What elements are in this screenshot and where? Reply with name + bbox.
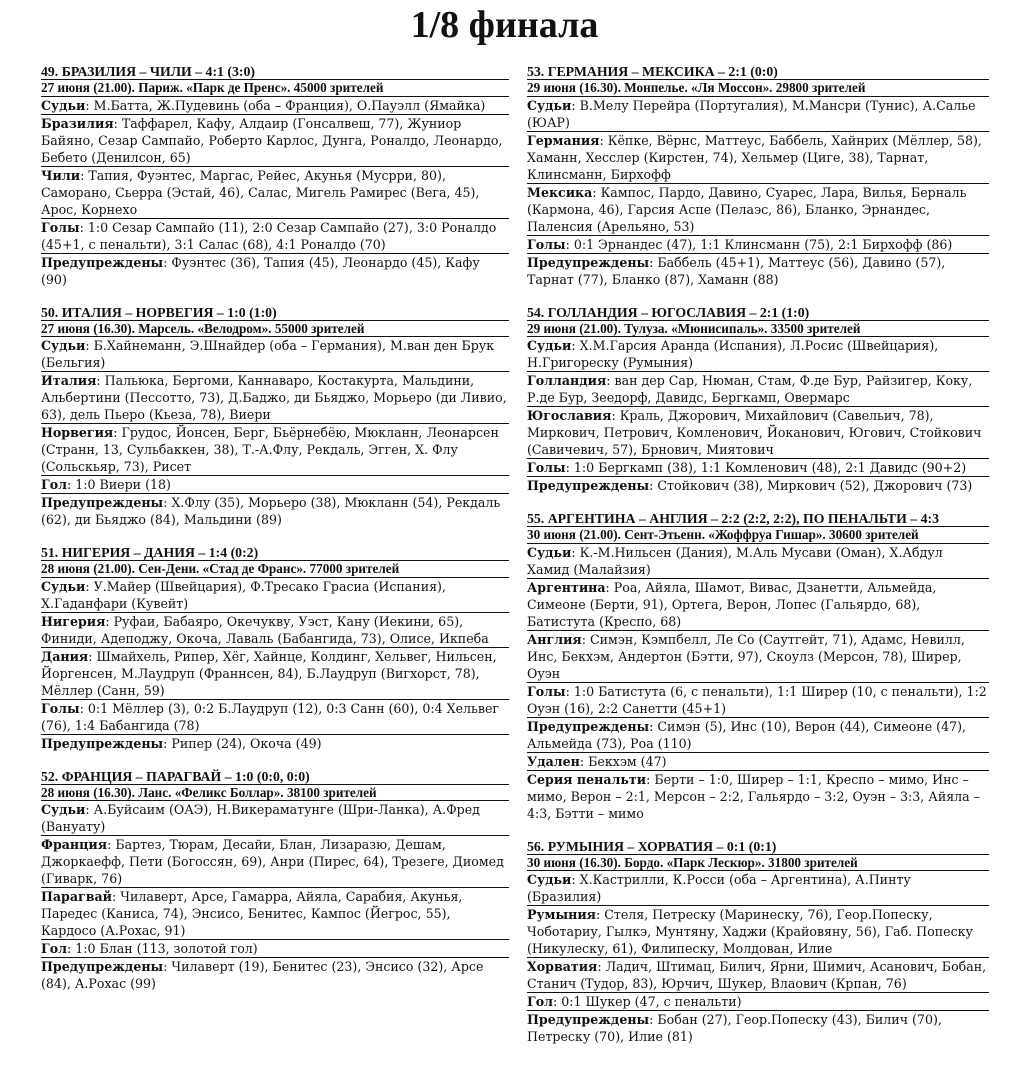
referees-row xyxy=(41,336,509,371)
match-venue: 27 июня (16.30). Марсель. «Велодром». 55000 зрителей xyxy=(41,320,365,336)
row-text: 1:0 Бергкамп (38), 1:1 Комленович (48), 2:1 Давидс (90+2) xyxy=(573,460,967,475)
row-text: Бартез, Тюрам, Десайи, Блан, Лизаразю, Дешам, Джоркаефф, Пети (Богоссян, 69), Анри (Пирес, 64), Трезеге, Диомед (Гиварк, 76) xyxy=(41,837,504,886)
team1-lineup-row xyxy=(41,114,509,166)
match-header: 55. АРГЕНТИНА – АНГЛИЯ – 2:2 (2:2, 2:2), ПО ПЕНАЛЬТИ – 4:3 xyxy=(527,511,989,527)
match-56 xyxy=(527,839,989,1046)
referees-row xyxy=(527,96,989,131)
row-label: Предупреждены : xyxy=(41,736,171,751)
goals-row xyxy=(527,682,989,717)
row-label: Германия : xyxy=(527,133,608,148)
row-label: Голы : xyxy=(41,220,88,235)
row-text: Х.М.Гарсия Аранда (Испания), Л.Росис (Швейцария), Н.Григореску (Румыния) xyxy=(527,338,939,370)
row-label: Предупреждены : xyxy=(527,478,657,493)
team2-lineup-row xyxy=(41,423,509,475)
row-label: Судьи : xyxy=(41,338,94,353)
row-text: Кампос, Пардо, Давино, Суарес, Лара, Вилья, Берналь (Кармона, 46), Гарсия Аспе (Пелаэс, 86), Бланко, Эрнандес, Паленсия (Арельяно, 53) xyxy=(527,184,967,234)
row-text: В.Мелу Перейра (Португалия), М.Мансри (Тунис), А.Салье (ЮАР) xyxy=(527,97,976,130)
row-text: ван дер Сар, Нюман, Стам, Ф.де Бур, Райзигер, Коку, Р.де Бур, Зеедорф, Давидс, Бергкамп, Овермарс xyxy=(527,373,973,405)
penalty-shootout-row xyxy=(527,770,989,822)
match-49 xyxy=(41,64,509,288)
referees-row xyxy=(527,870,989,905)
row-label: Бразилия : xyxy=(41,116,122,131)
row-text: Х.Флу (35), Морьеро (38), Мюкланн (54), Рекдаль (62), ди Бьяджо (84), Мальдини (89) xyxy=(41,495,501,527)
team2-lineup-row xyxy=(41,647,509,699)
page-title: 1/8 финала xyxy=(410,4,599,46)
row-label: Чили : xyxy=(41,168,88,183)
row-text: Ладич, Штимац, Билич, Ярни, Шимич, Асанович, Бобан, Станич (Тудор, 83), Юрчич, Шукер, Влаович (Крпан, 76) xyxy=(527,959,987,991)
match-header: 49. БРАЗИЛИЯ – ЧИЛИ – 4:1 (3:0) xyxy=(41,64,509,80)
row-label: Судьи : xyxy=(41,802,94,817)
goals-row xyxy=(527,458,989,476)
row-text: Роа, Айяла, Шамот, Вивас, Дзанетти, Альмейда, Симеоне (Берти, 91), Ортега, Верон, Лопес (Гальярдо, 68), Батистута (Креспо, 68) xyxy=(527,579,937,629)
row-label: Голы : xyxy=(41,701,88,716)
row-text: 1:0 Батистута (6, с пенальти), 1:1 Ширер (10, с пенальти), 1:2 Оуэн (16), 2:2 Санетти (45+1) xyxy=(527,683,987,716)
match-venue: 29 июня (21.00). Тулуза. «Мюнисипаль». 33500 зрителей xyxy=(527,320,861,336)
row-text: Баббель (45+1), Маттеус (56), Давино (57), Тарнат (77), Бланко (87), Хаманн (88) xyxy=(527,254,946,287)
row-label: Румыния : xyxy=(527,907,604,922)
row-label: Голландия : xyxy=(527,373,615,388)
team2-lineup-row xyxy=(527,630,989,682)
row-label: Судьи : xyxy=(41,579,94,594)
row-label: Англия : xyxy=(527,632,590,647)
team2-lineup-row xyxy=(41,166,509,218)
bookings-row xyxy=(41,734,509,752)
bookings-row xyxy=(41,493,509,528)
row-label: Судьи : xyxy=(41,98,94,113)
row-text: 1:0 Виери (18) xyxy=(75,477,171,492)
goals-row xyxy=(41,699,509,734)
row-label: Норвегия : xyxy=(41,425,121,440)
row-label: Голы : xyxy=(527,237,574,252)
row-label: Мексика : xyxy=(527,185,601,200)
goals-row xyxy=(41,475,509,493)
row-label: Гол : xyxy=(41,941,75,956)
goals-row xyxy=(41,218,509,253)
row-text: Кёпке, Вёрнс, Маттеус, Баббель, Хайнрих (Мёллер, 58), Хаманн, Хесслер (Кирстен, 74), Хельмер (Циге, 38), Тарнат, Клинсманн, Бирхофф xyxy=(527,132,982,182)
row-label: Хорватия : xyxy=(527,959,606,974)
referees-row xyxy=(41,577,509,612)
team1-lineup-row xyxy=(527,131,989,183)
row-text: Б.Хайнеманн, Э.Шнайдер (оба – Германия), М.ван ден Брук (Бельгия) xyxy=(41,338,495,370)
row-text: Берти – 1:0, Ширер – 1:1, Креспо – мимо, Инс – мимо, Верон – 2:1, Мерсон – 2:2, Гальярдо – 3:2, Оуэн – 3:3, Айяла – 4:3, Бэтти – мимо xyxy=(527,771,980,821)
row-label: Предупреждены : xyxy=(527,255,657,270)
match-55 xyxy=(527,511,989,822)
match-venue: 30 июня (21.00). Сент-Этьенн. «Жоффруа Гишар». 30600 зрителей xyxy=(527,527,919,542)
row-label: Дания : xyxy=(41,649,96,664)
referees-row xyxy=(41,800,509,835)
row-text: Шмайхель, Рипер, Хёг, Хайнце, Колдинг, Хельвег, Нильсен, Йоргенсен, М.Лаудруп (Франнсен, 84), Б.Лаудруп (Вигхорст, 78), Мёллер (Санн, 59) xyxy=(41,648,497,698)
row-text: 0:1 Шукер (47, с пенальти) xyxy=(561,994,742,1009)
row-text: 1:0 Блан (113, золотой гол) xyxy=(75,941,258,956)
row-label: Предупреждены : xyxy=(527,719,657,734)
row-label: Удален : xyxy=(527,754,588,769)
row-text: А.Буйсаим (ОАЭ), Н.Викераматунге (Шри-Ланка), А.Фред (Вануату) xyxy=(41,802,480,834)
referees-row xyxy=(527,543,989,578)
bookings-row xyxy=(527,717,989,752)
row-text: 0:1 Эрнандес (47), 1:1 Клинсманн (75), 2:1 Бирхофф (86) xyxy=(573,236,953,252)
row-label: Италия : xyxy=(41,373,105,388)
row-label: Голы : xyxy=(527,684,574,699)
goals-row xyxy=(41,939,509,957)
team2-lineup-row xyxy=(41,887,509,939)
match-header: 50. ИТАЛИЯ – НОРВЕГИЯ – 1:0 (1:0) xyxy=(41,305,509,321)
goals-row xyxy=(527,235,989,253)
row-text: Таффарел, Кафу, Алдаир (Гонсалвеш, 77), Жуниор Байяно, Сезар Сампайо, Роберто Карлос, Дунга, Роналдо, Леонардо, Бебето (Денилсон, 65) xyxy=(41,115,503,165)
row-label: Аргентина : xyxy=(527,580,614,595)
team2-lineup-row xyxy=(527,406,989,458)
team2-lineup-row xyxy=(527,183,989,235)
row-label: Судьи : xyxy=(527,872,580,887)
match-51 xyxy=(41,545,509,752)
row-label: Югославия : xyxy=(527,408,620,423)
right-column xyxy=(527,64,989,1062)
row-text: Чилаверт (19), Бенитес (23), Энсисо (32), Арсе (84), А.Рохас (99) xyxy=(41,959,484,991)
match-venue: 28 июня (16.30). Ланс. «Феликс Боллар». 38100 зрителей xyxy=(41,784,377,800)
match-52 xyxy=(41,769,509,993)
row-label: Предупреждены : xyxy=(41,495,171,510)
match-header: 56. РУМЫНИЯ – ХОРВАТИЯ – 0:1 (0:1) xyxy=(527,839,989,855)
row-text: Тапия, Фуэнтес, Маргас, Рейес, Акунья (Мусрри, 80), Саморано, Сьерра (Эстай, 46), Салас, Мигель Рамирес (Вега, 45), Арос, Корнехо xyxy=(41,167,480,217)
team1-lineup-row xyxy=(41,612,509,647)
match-header: 53. ГЕРМАНИЯ – МЕКСИКА – 2:1 (0:0) xyxy=(527,64,989,80)
row-text: Стойкович (38), Миркович (52), Джорович (73) xyxy=(657,478,973,493)
row-text: К.-М.Нильсен (Дания), М.Аль Мусави (Оман), Х.Абдул Хамид (Малайзия) xyxy=(527,544,943,577)
row-text: 0:1 Мёллер (3), 0:2 Б.Лаудруп (12), 0:3 Санн (60), 0:4 Хельвег (76), 1:4 Бабангида (78) xyxy=(41,700,500,733)
match-header: 54. ГОЛЛАНДИЯ – ЮГОСЛАВИЯ – 2:1 (1:0) xyxy=(527,305,989,321)
row-text: Симэн (5), Инс (10), Верон (44), Симеоне (47), Альмейда (73), Роа (110) xyxy=(527,718,967,751)
goals-row xyxy=(527,992,989,1010)
row-label: Судьи : xyxy=(527,98,580,113)
match-header: 51. НИГЕРИЯ – ДАНИЯ – 1:4 (0:2) xyxy=(41,545,509,561)
match-50 xyxy=(41,305,509,529)
row-label: Нигерия : xyxy=(41,614,114,629)
match-header: 52. ФРАНЦИЯ – ПАРАГВАЙ – 1:0 (0:0, 0:0) xyxy=(41,769,509,785)
row-text: Пальюка, Бергоми, Каннаваро, Костакурта, Мальдини, Альбертини (Пессотто, 73), Д.Баджо, ди Бьяджо, Морьеро (ди Ливио, 63), дель Пьеро (Кьеза, 78), Виери xyxy=(41,373,507,422)
row-text: Рипер (24), Окоча (49) xyxy=(171,735,322,751)
row-label: Парагвай : xyxy=(41,889,120,904)
match-venue: 28 июня (21.00). Сен-Дени. «Стад де Франс». 77000 зрителей xyxy=(41,561,400,576)
row-text: Грудос, Йонсен, Берг, Бьёрнебёю, Мюкланн, Леонарсен (Странн, 13, Сульбаккен, 38), Т.-А.Флу, Рекдаль, Эгген, Х. Флу (Сольскьяр, 73), Рисет xyxy=(41,425,499,474)
referees-row xyxy=(41,96,509,114)
row-label: Предупреждены : xyxy=(41,959,171,974)
team1-lineup-row xyxy=(41,835,509,887)
row-text: Краль, Джорович, Михайлович (Савельич, 78), Миркович, Петрович, Комленович, Йоканович, Югович, Стойкович (Савичевич, 57), Брнович, Миятович xyxy=(527,408,982,457)
row-text: У.Майер (Швейцария), Ф.Тресако Грасиа (Испания), Х.Гаданфари (Кувейт) xyxy=(41,578,446,611)
team1-lineup-row xyxy=(527,905,989,957)
row-label: Судьи : xyxy=(527,545,580,560)
bookings-row xyxy=(41,253,509,288)
match-venue: 29 июня (16.30). Монпелье. «Ля Моссон». 29800 зрителей xyxy=(527,80,866,95)
row-label: Предупреждены : xyxy=(41,255,171,270)
match-venue: 27 июня (21.00). Париж. «Парк де Пренс». 45000 зрителей xyxy=(41,80,384,95)
row-label: Франция : xyxy=(41,837,115,852)
bookings-row xyxy=(527,253,989,288)
row-text: М.Батта, Ж.Пудевинь (оба – Франция), О.Пауэлл (Ямайка) xyxy=(93,97,486,113)
row-text: 1:0 Сезар Сампайо (11), 2:0 Сезар Сампайо (27), 3:0 Роналдо (45+1, с пенальти), 3:1 Салас (68), 4:1 Роналдо (70) xyxy=(41,219,497,252)
row-text: Х.Кастрилли, К.Росси (оба – Аргентина), А.Пинту (Бразилия) xyxy=(527,872,911,904)
left-column xyxy=(41,64,509,1009)
sent-off-row xyxy=(527,752,989,770)
row-label: Гол : xyxy=(527,994,561,1009)
row-label: Судьи : xyxy=(527,338,580,353)
bookings-row xyxy=(41,957,509,992)
match-54 xyxy=(527,305,989,495)
row-label: Предупреждены : xyxy=(527,1012,657,1027)
match-53 xyxy=(527,64,989,288)
row-label: Голы : xyxy=(527,460,574,475)
team1-lineup-row xyxy=(527,578,989,630)
row-text: Фуэнтес (36), Тапия (45), Леонардо (45), Кафу (90) xyxy=(41,254,480,287)
team1-lineup-row xyxy=(527,371,989,406)
row-text: Бобан (27), Геор.Попеску (43), Билич (70), Петреску (70), Илие (81) xyxy=(527,1012,942,1044)
row-label: Серия пенальти : xyxy=(527,772,654,787)
row-text: Руфаи, Бабаяро, Окечукву, Уэст, Кану (Иекини, 65), Финиди, Адеподжу, Окоча, Лаваль (Бабангида, 73), Олисе, Икпеба xyxy=(41,613,489,646)
bookings-row xyxy=(527,476,989,494)
row-text: Чилаверт, Арсе, Гамарра, Айяла, Сарабия, Акунья, Паредес (Каниса, 74), Энсисо, Бенитес, Кампос (Йегрос, 55), Кардосо (А.Рохас, 91) xyxy=(41,889,463,938)
referees-row xyxy=(527,336,989,371)
match-venue: 30 июня (16.30). Бордо. «Парк Лескюр». 31800 зрителей xyxy=(527,854,858,870)
row-text: Симэн, Кэмпбелл, Ле Со (Саутгейт, 71), Адамс, Невилл, Инс, Бекхэм, Андертон (Бэтти, 97), Скоулз (Мерсон, 78), Ширер, Оуэн xyxy=(527,631,965,681)
row-text: Стеля, Петреску (Маринеску, 76), Геор.Попеску, Чоботариу, Гылкэ, Мунтяну, Хаджи (Крайовяну, 56), Габ. Попеску (Никулеску, 61), Филипеску, Молдован, Илие xyxy=(527,907,973,956)
row-text: Бекхэм (47) xyxy=(588,753,667,769)
team2-lineup-row xyxy=(527,957,989,992)
team1-lineup-row xyxy=(41,371,509,423)
bookings-row xyxy=(527,1010,989,1045)
row-label: Гол : xyxy=(41,477,75,492)
